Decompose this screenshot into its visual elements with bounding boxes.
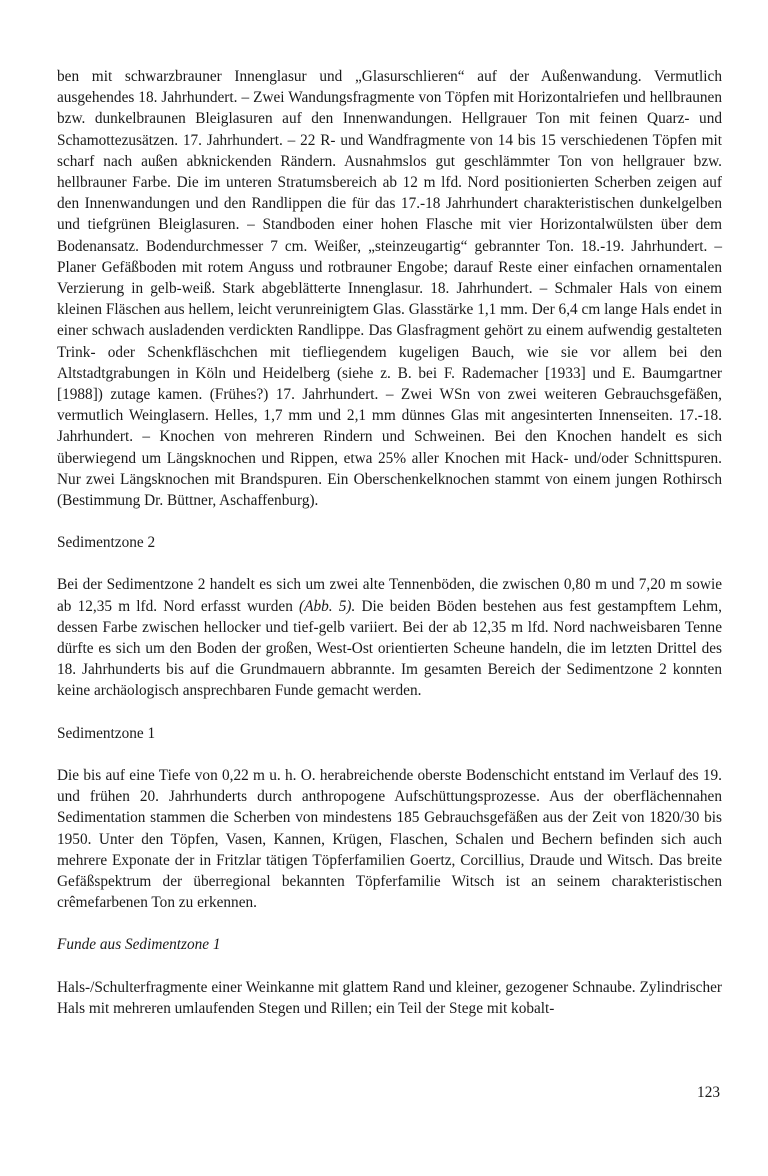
paragraph-sedimentzone-2-text-a: Bei der Sedimentzone 2 handelt es sich um zwei alte Tennenböden, die zwischen 0,80 m und 7,20 m sowie ab 12,35 m lfd. Nord erfasst wurden <box>57 576 722 615</box>
figure-reference: (Abb. 5). <box>299 597 356 615</box>
heading-sedimentzone-2: Sedimentzone 2 <box>57 534 156 552</box>
page-number: 123 <box>697 1084 720 1101</box>
heading-funde-sedimentzone-1: Funde aus Sedimentzone 1 <box>57 936 221 954</box>
paragraph-finds-continued: ben mit schwarzbrauner Innenglasur und „Glasurschlieren“ auf der Außenwandung. Vermutlich ausgehendes 18. Jahrhundert. – Zwei Wandungsfragmente von Töpfen mit Horizontalriefen und hellbraunen bzw. dunkelbraunen Bleiglasuren auf den Innenwandungen. Hellgrauer Ton mit feinen Quarz- und Schamottezusätzen. 17. Jahrhundert. – 22 R- und Wandfragmente von 14 bis 15 verschiedenen Töpfen mit scharf nach außen abknickenden Rändern. Ausnahmslos gut geschlämmter Ton von hellgrauer bzw. hellbrauner Farbe. Die im unteren Stratumsbereich ab 12 m lfd. Nord positionierten Scherben zeigen auf den Innenwandungen und den Randlippen die für das 17.-18 Jahrhundert charakteristischen dunkelgelben und tiefgrünen Bleiglasuren. – Standboden einer hohen Flasche mit vier Horizontalwülsten über dem Bodenansatz. Bodendurchmesser 7 cm. Weißer, „steinzeugartig“ gebrannter Ton. 18.-19. Jahrhundert. – Planer Gefäßboden mit rotem Anguss und rotbrauner Engobe; darauf Reste einer einfachen ornamentalen Verzierung in gelb-weiß. Stark abgeblätterte Innenglasur. 18. Jahrhundert. – Schmaler Hals von einem kleinen Fläschen aus hellem, leicht verunreinigtem Glas. Glasstärke 1,1 mm. Der 6,4 cm lange Hals endet in einer schwach ausladenden verdickten Randlippe. Das Glasfragment gehört zu einem aufwendig gestalteten Trink- oder Schenkfläschchen mit tiefliegendem kugeligen Bauch, wie sie vor allem bei den Altstadtgrabungen in Köln und Heidelberg (siehe z. B. bei F. Rademacher [1933] und E. Baumgartner [1988]) zutage kamen. (Frühes?) 17. Jahrhundert. – Zwei WSn von zwei weiteren Gebrauchsgefäßen, vermutlich Weinglasern. Helles, 1,7 mm und 2,1 mm dünnes Glas mit angesinterten Innenseiten. 17.-18. Jahrhundert. – Knochen von mehreren Rindern und Schweinen. Bei den Knochen handelt es sich überwiegend um Längsknochen und Rippen, etwa 25% aller Knochen mit Hack- und/oder Schnittspuren. Nur zwei Längsknochen mit Brandspuren. Ein Oberschenkelknochen stammt von einem jungen Rothirsch (Bestimmung Dr. Büttner, Aschaffenburg). <box>57 68 722 510</box>
document-page <box>57 66 722 1019</box>
paragraph-sedimentzone-2-text-b: Die beiden Böden bestehen aus fest gestampftem Lehm, dessen Farbe zwischen hellocker und tief-gelb variiert. Bei der ab 12,35 m lfd. Nord nachweisbaren Tenne dürfte es sich um den Boden der großen, West-Ost orientierten Scheune handeln, die im letzten Drittel des 18. Jahrhunderts bis auf die Grundmauern abbrannte. Im gesamten Bereich der Sedimentzone 2 konnten keine archäologisch ansprechbaren Funde gemacht werden. <box>57 597 723 700</box>
paragraph-sedimentzone-1: Die bis auf eine Tiefe von 0,22 m u. h. O. herabreichende oberste Bodenschicht entstand im Verlauf des 19. und frühen 20. Jahrhunderts durch anthropogene Aufschüttungsprozesse. Aus der oberflächennahen Sedimentation stammen die Scherben von mindestens 185 Gebrauchsgefäßen aus der Zeit von 1820/30 bis 1950. Unter den Töpfen, Vasen, Kannen, Krügen, Flaschen, Schalen und Bechern befinden sich auch mehrere Exponate der in Fritzlar tätigen Töpferfamilien Goertz, Corcillius, Draude und Witsch. Das breite Gefäßspektrum der überregional bekannten Töpferfamilie Witsch ist an seinem charakteristischen crêmefarbenen Ton zu erkennen. <box>57 766 722 912</box>
heading-sedimentzone-1: Sedimentzone 1 <box>57 724 156 742</box>
paragraph-sedimentzone-2 <box>57 574 722 701</box>
paragraph-funde-sedimentzone-1: Hals-/Schulterfragmente einer Weinkanne mit glattem Rand und kleiner, gezogener Schnaube. Zylindrischer Hals mit mehreren umlaufenden Stegen und Rillen; ein Teil der Stege mit kobalt- <box>57 978 722 1017</box>
